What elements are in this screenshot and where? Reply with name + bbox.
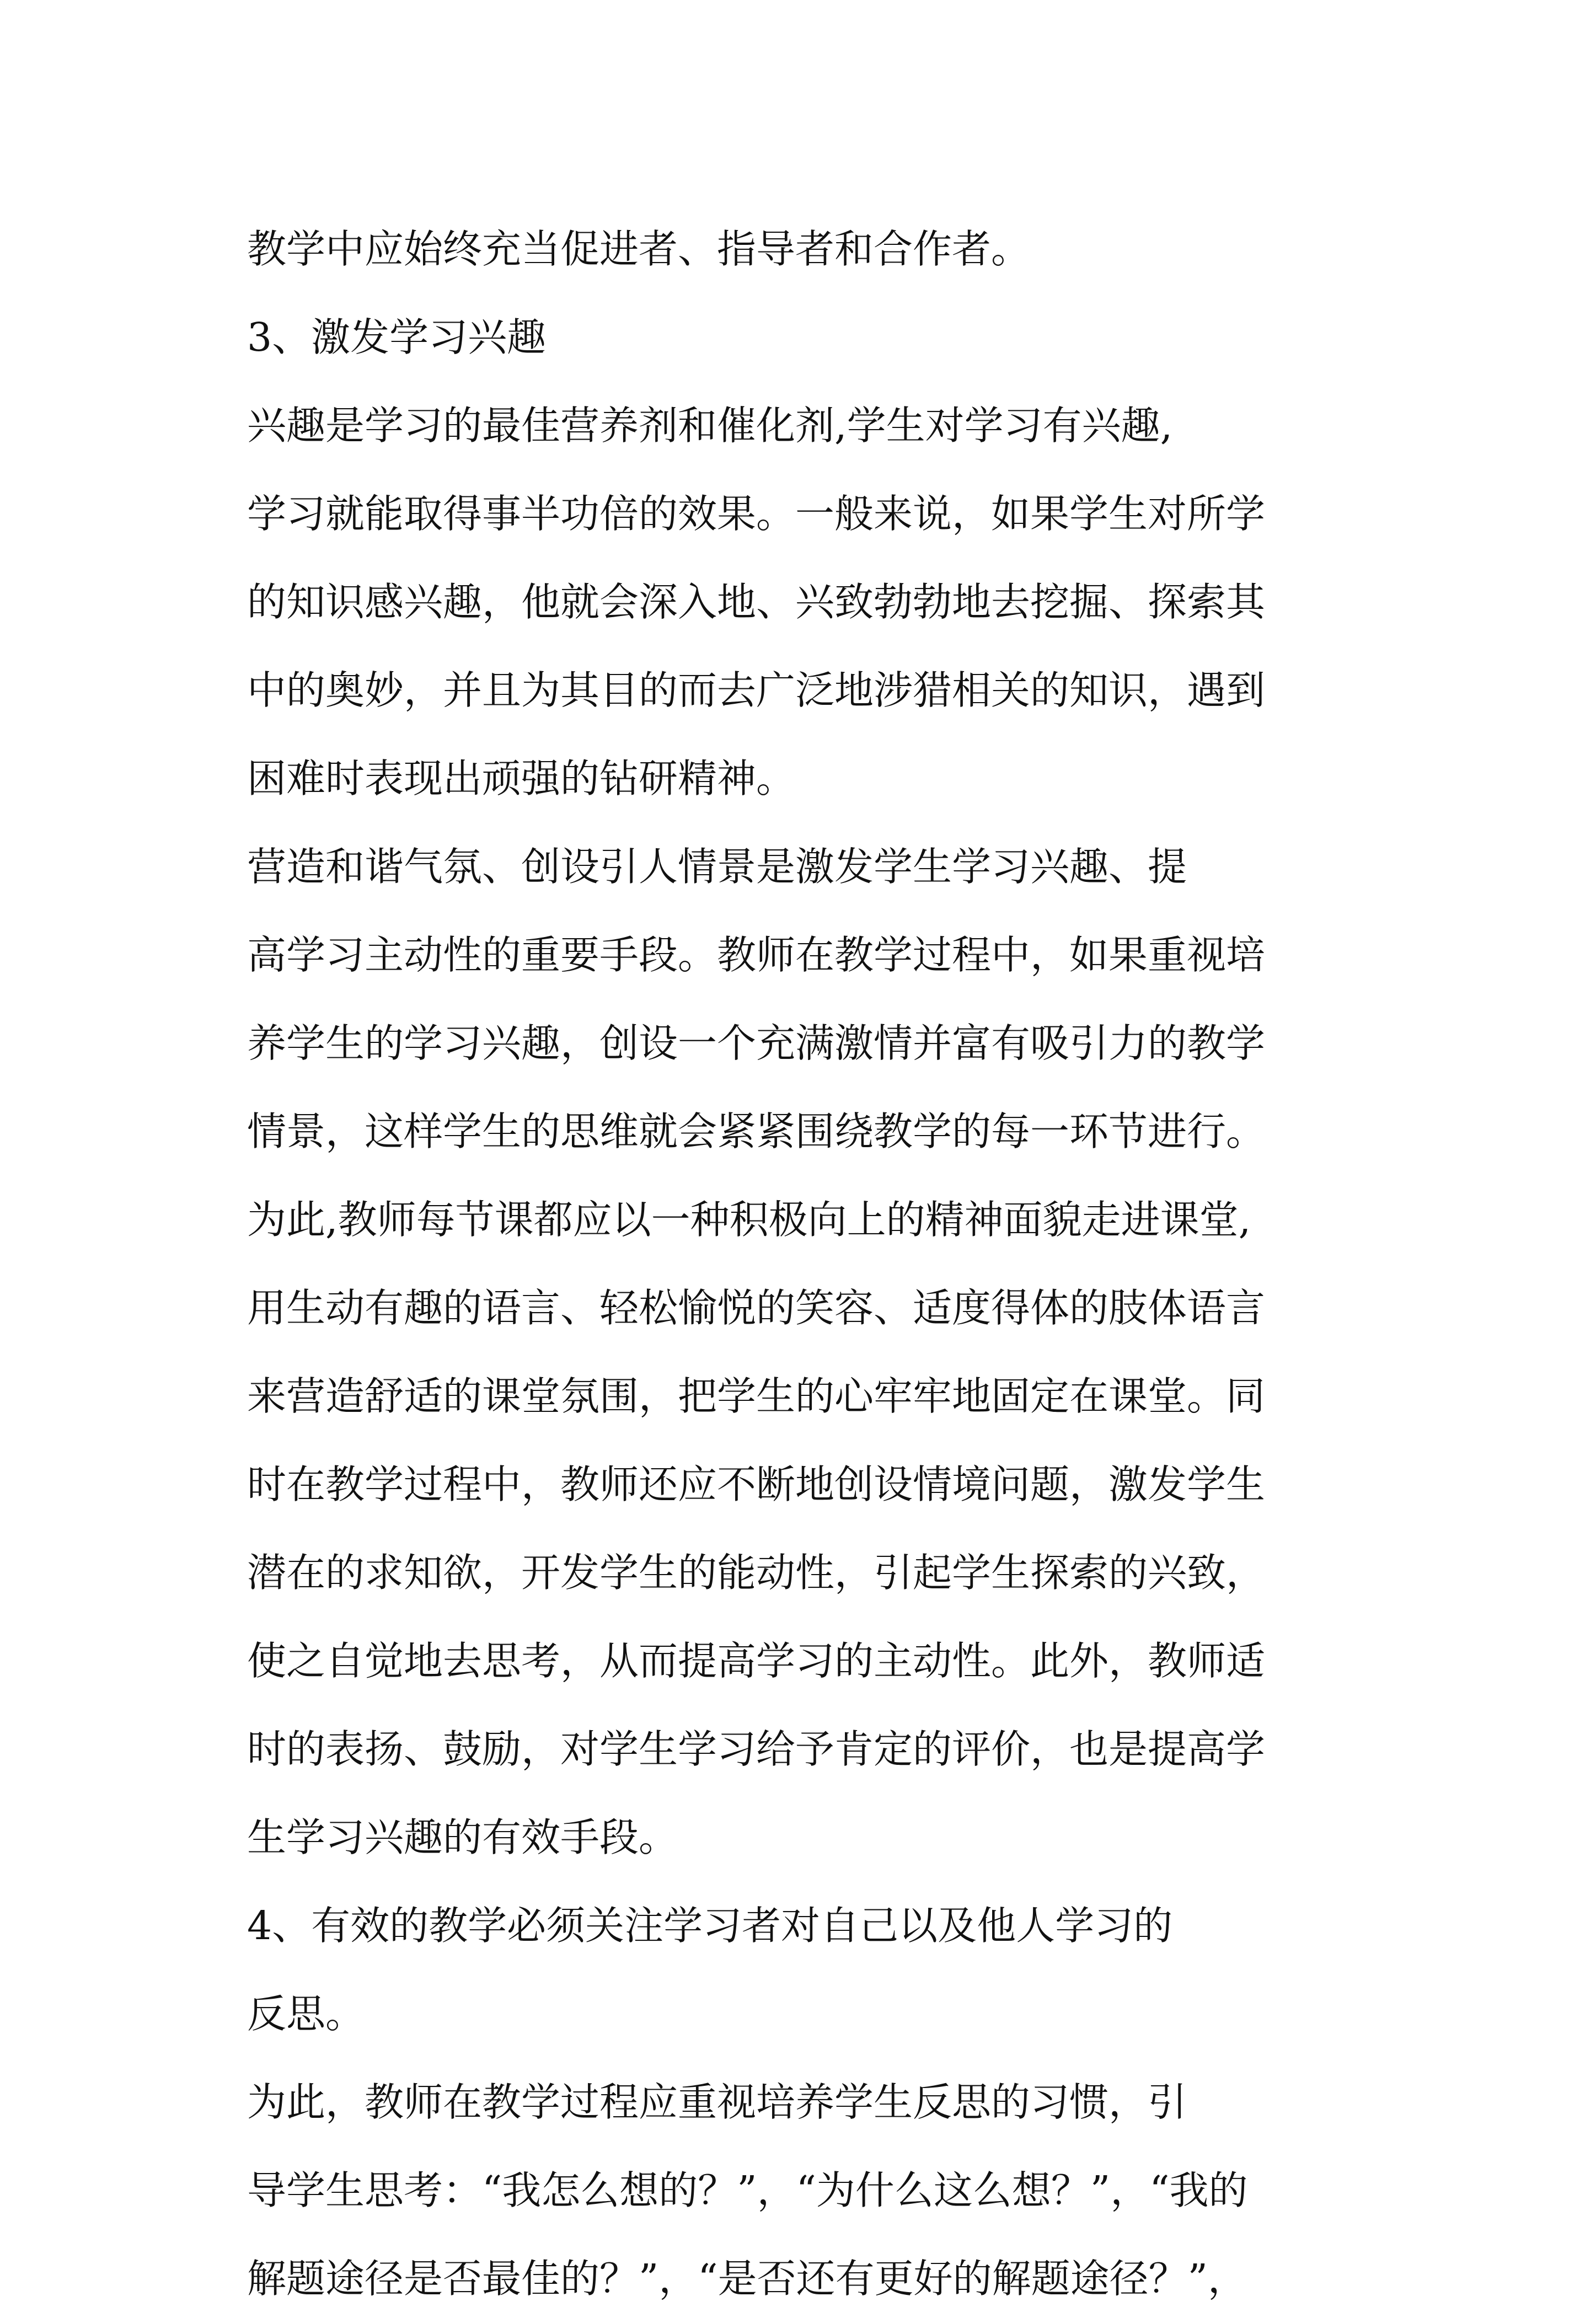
text-line: 潜在的求知欲，开发学生的能动性，引起学生探索的兴致，	[247, 1550, 1266, 1596]
text-line: 导学生思考：“我怎么想的？”，“为什么这么想？”，“我的	[247, 2167, 1248, 2213]
text-line: 时的表扬、鼓励，对学生学习给予肯定的评价，也是提高学	[247, 1726, 1266, 1772]
body-text	[247, 205, 1396, 2323]
text-line: 使之自觉地去思考，从而提高学习的主动性。此外，教师适	[247, 1638, 1266, 1684]
text-line: 的知识感兴趣，他就会深入地、兴致勃勃地去挖掘、探索其	[247, 579, 1266, 625]
text-line: 生学习兴趣的有效手段。	[247, 1814, 678, 1860]
text-line: 反思。	[247, 1991, 365, 2037]
section-heading: 4、有效的教学必须关注学习者对自己以及他人学习的	[247, 1903, 1173, 1949]
text-line: 营造和谐气氛、创设引人情景是激发学生学习兴趣、提	[247, 844, 1187, 890]
text-line: 学习就能取得事半功倍的效果。一般来说，如果学生对所学	[247, 491, 1266, 537]
text-line: 情景，这样学生的思维就会紧紧围绕教学的每一环节进行。	[247, 1109, 1266, 1154]
text-line: 来营造舒适的课堂氛围，把学生的心牢牢地固定在课堂。同	[247, 1373, 1266, 1419]
text-line: 困难时表现出顽强的钻研精神。	[247, 756, 796, 801]
text-line: 教学中应始终充当促进者、指导者和合作者。	[247, 226, 1031, 272]
text-line: 解题途径是否最佳的？”，“是否还有更好的解题途径？”，	[247, 2256, 1247, 2301]
text-line: 用生动有趣的语言、轻松愉悦的笑容、适度得体的肢体语言	[247, 1285, 1266, 1331]
text-line: 为此,教师每节课都应以一种积极向上的精神面貌走进课堂,	[247, 1197, 1251, 1243]
text-line: 高学习主动性的重要手段。教师在教学过程中，如果重视培	[247, 932, 1266, 978]
section-heading: 3、激发学习兴趣	[247, 314, 547, 360]
text-line: 时在教学过程中，教师还应不断地创设情境问题，激发学生	[247, 1462, 1266, 1507]
text-line: 中的奥妙，并且为其目的而去广泛地涉猎相关的知识，遇到	[247, 667, 1266, 713]
text-line: 为此，教师在教学过程应重视培养学生反思的习惯，引	[247, 2079, 1187, 2125]
text-line: 养学生的学习兴趣，创设一个充满激情并富有吸引力的教学	[247, 1020, 1266, 1066]
text-line: 兴趣是学习的最佳营养剂和催化剂,学生对学习有兴趣,	[247, 403, 1173, 448]
